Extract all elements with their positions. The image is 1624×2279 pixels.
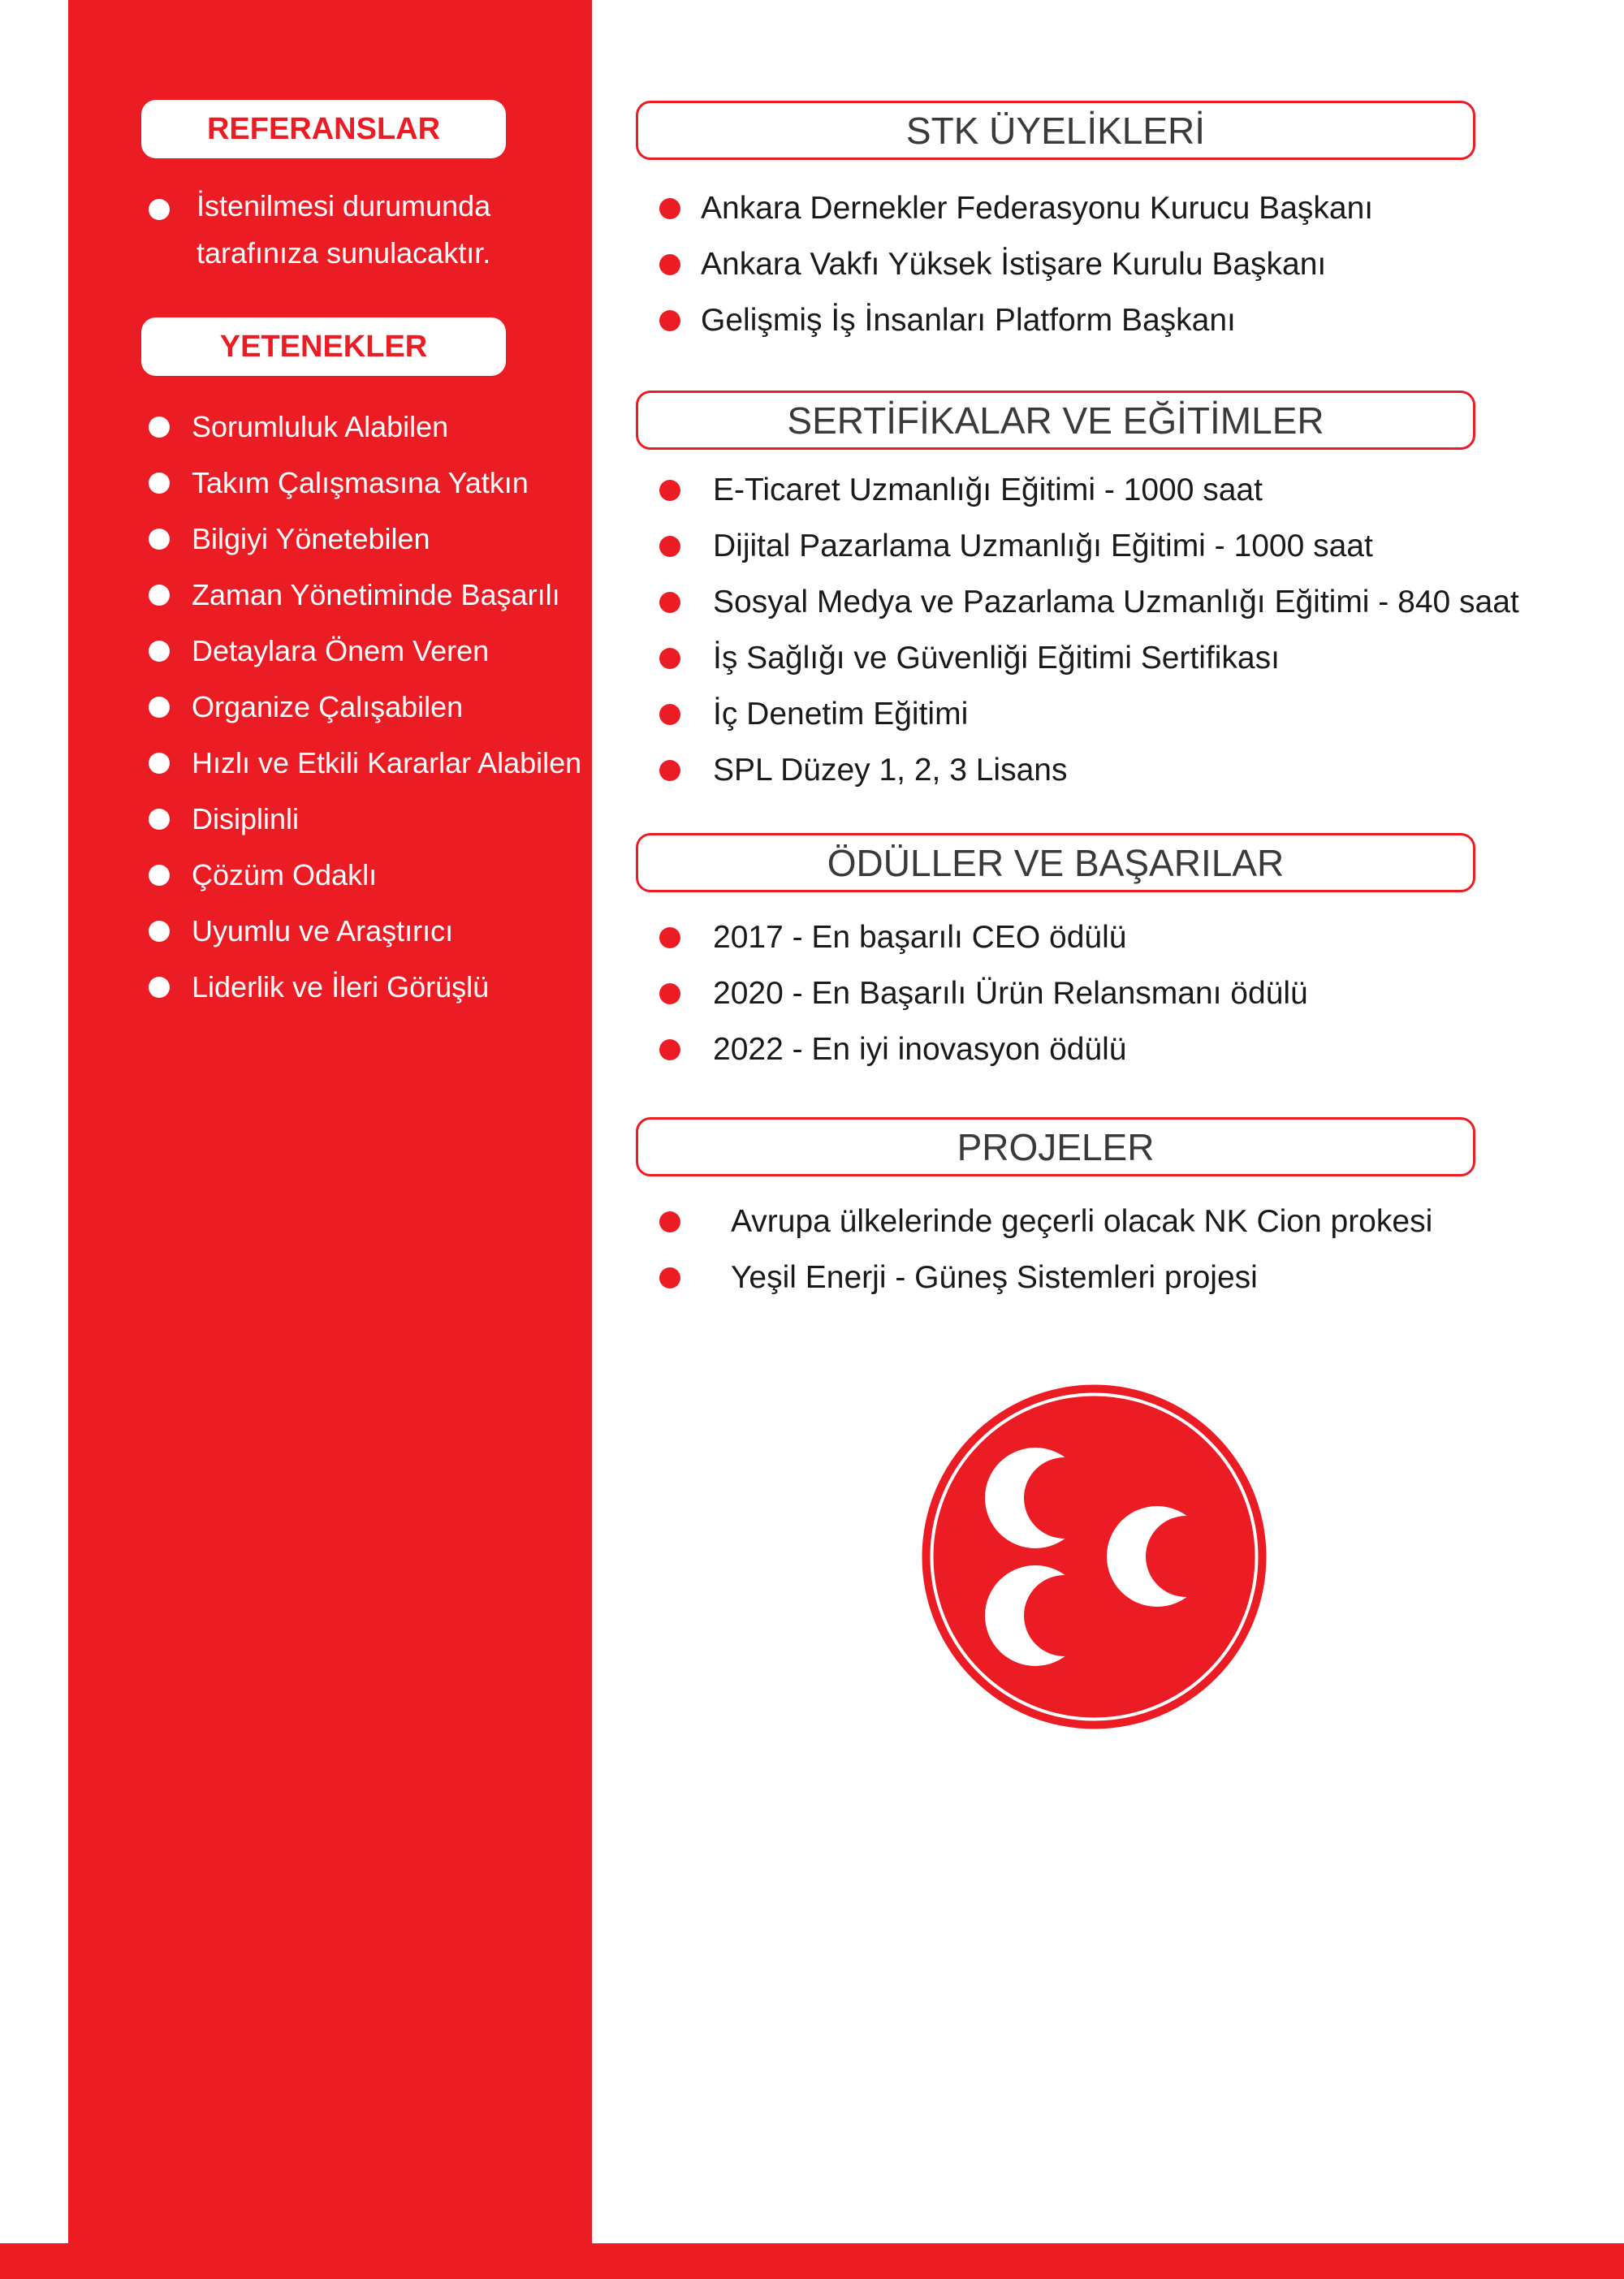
bullet-icon <box>149 697 170 718</box>
list-item: 2020 - En Başarılı Ürün Relansmanı ödülü <box>659 965 1308 1021</box>
list-item: Organize Çalışabilen <box>141 679 581 735</box>
bullet-icon <box>149 921 170 942</box>
certificates-heading: SERTİFİKALAR VE EĞİTİMLER <box>636 391 1475 450</box>
list-item: Çözüm Odaklı <box>141 847 581 903</box>
references-text: İstenilmesi durumunda tarafınıza sunulacaktır. <box>197 189 491 270</box>
certificates-list <box>659 462 1519 798</box>
list-item: Dijital Pazarlama Uzmanlığı Eğitimi - 1000 saat <box>659 518 1519 574</box>
list-item: Ankara Dernekler Federasyonu Kurucu Başkanı <box>659 180 1373 236</box>
bullet-icon <box>659 1267 680 1288</box>
three-crescents-emblem-icon <box>922 1384 1267 1729</box>
list-item: E-Ticaret Uzmanlığı Eğitimi - 1000 saat <box>659 462 1519 518</box>
bullet-icon <box>149 473 170 494</box>
references-heading: REFERANSLAR <box>141 100 506 158</box>
projects-list <box>659 1193 1432 1306</box>
bullet-icon <box>659 592 680 613</box>
list-item: Takım Çalışmasına Yatkın <box>141 455 581 511</box>
list-item: Sosyal Medya ve Pazarlama Uzmanlığı Eğitimi - 840 saat <box>659 574 1519 630</box>
bullet-icon <box>659 310 680 331</box>
awards-heading: ÖDÜLLER VE BAŞARILAR <box>636 833 1475 892</box>
bullet-icon <box>659 927 680 948</box>
bullet-icon <box>659 1039 680 1060</box>
bullet-icon <box>149 585 170 606</box>
list-item: Liderlik ve İleri Görüşlü <box>141 959 581 1015</box>
bullet-icon <box>149 753 170 774</box>
bullet-icon <box>659 983 680 1004</box>
list-item: 2017 - En başarılı CEO ödülü <box>659 909 1308 965</box>
list-item: Disiplinli <box>141 791 581 847</box>
skills-heading: YETENEKLER <box>141 317 506 376</box>
bullet-icon <box>149 641 170 662</box>
list-item: Gelişmiş İş İnsanları Platform Başkanı <box>659 292 1373 348</box>
list-item: Avrupa ülkelerinde geçerli olacak NK Cion prokesi <box>659 1193 1432 1250</box>
list-item: 2022 - En iyi inovasyon ödülü <box>659 1021 1308 1077</box>
list-item: Bilgiyi Yönetebilen <box>141 511 581 567</box>
stk-heading: STK ÜYELİKLERİ <box>636 101 1475 160</box>
list-item: Detaylara Önem Veren <box>141 623 581 679</box>
bullet-icon <box>659 648 680 669</box>
bullet-icon <box>659 760 680 781</box>
awards-list <box>659 909 1308 1077</box>
bullet-icon <box>149 199 170 220</box>
list-item: İş Sağlığı ve Güvenliği Eğitimi Sertifikası <box>659 630 1519 686</box>
stk-list <box>659 180 1373 348</box>
bullet-icon <box>149 417 170 438</box>
skills-list <box>141 399 581 1015</box>
bullet-icon <box>659 254 680 275</box>
projects-heading: PROJELER <box>636 1117 1475 1176</box>
bullet-icon <box>659 198 680 219</box>
bullet-icon <box>659 1211 680 1232</box>
list-item: Hızlı ve Etkili Kararlar Alabilen <box>141 735 581 791</box>
list-item: Yeşil Enerji - Güneş Sistemleri projesi <box>659 1250 1432 1306</box>
bullet-icon <box>149 865 170 886</box>
bullet-icon <box>659 480 680 501</box>
list-item: SPL Düzey 1, 2, 3 Lisans <box>659 742 1519 798</box>
list-item: Sorumluluk Alabilen <box>141 399 581 455</box>
bullet-icon <box>149 809 170 830</box>
bullet-icon <box>149 529 170 550</box>
footer-bar <box>0 2243 1624 2279</box>
bullet-icon <box>659 704 680 725</box>
bullet-icon <box>659 536 680 557</box>
bullet-icon <box>149 977 170 998</box>
list-item: İç Denetim Eğitimi <box>659 686 1519 742</box>
list-item: Zaman Yönetiminde Başarılı <box>141 567 581 623</box>
list-item: Uyumlu ve Araştırıcı <box>141 903 581 959</box>
list-item: Ankara Vakfı Yüksek İstişare Kurulu Başkanı <box>659 236 1373 292</box>
